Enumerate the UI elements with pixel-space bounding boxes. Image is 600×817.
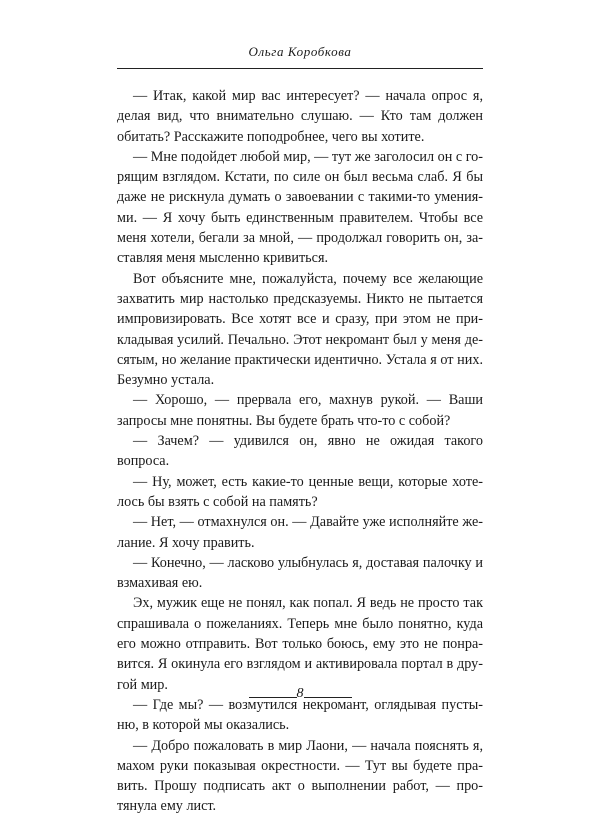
paragraph: Эх, мужик еще не понял, как попал. Я ведь не просто так спрашивала о пожеланиях. Теперь мне было понятно, куда его можно отправить. Вот только боюсь, ему это не понравится. Я окинула его взглядом и активировала портал в другой мир. [117,595,483,693]
running-head-author: Ольга Коробкова [248,44,352,59]
page-footer [117,686,483,706]
paragraph: — Ну, может, есть какие-то ценные вещи, которые хотелось бы взять с собой на память? [117,473,483,510]
paragraph: — Итак, какой мир вас интересует? — начала опрос я, делая вид, что внимательно слушаю. — Кто там должен обитать? Расскажите поподробнее, чего вы хотите. [117,88,483,145]
paragraph: — Нет, — отмахнулся он. — Давайте уже исполняйте желание. Я хочу править. [117,514,483,551]
paragraph: — Мне подойдет любой мир, — тут же заголосил он с горящим взглядом. Кстати, по силе он был весьма слаб. Я бы даже не рискнула думать о завоевании с такими-то умениями. — Я хочу быть единственным правителем. Чтобы все меня хотели, бегали за мной, — продолжал говорить он, заставляя меня мысленно кривиться. [117,148,483,267]
header-rule [117,68,483,69]
footer-rule-right [304,697,352,698]
paragraph: — Конечно, — ласково улыбнулась я, доставая палочку и взмахивая ею. [117,554,483,592]
paragraph: — Добро пожаловать в мир Лаони, — начала пояснять я, махом руки показывая окрестности. — Тут вы будете править. Прошу подписать акт о выполнении работ, — протянула ему лист. [117,737,483,815]
paragraph: — Хорошо, — прервала его, махнув рукой. — Ваши запросы мне понятны. Вы будете брать что-то с собой? [117,392,483,429]
paragraph: — Где мы? — возмутился некромант, оглядывая пустыню, в которой мы оказались. [117,696,483,734]
paragraph: Вот объясните мне, пожалуйста, почему все желающие захватить мир настолько предсказуемы. Никто не пытается импровизировать. Все хотят все и сразу, при этом не прикладывая усилий. Печально. Этот некромант был у меня десятым, но желание практически идентично. Устала я от них. Безумно устала. [117,270,483,389]
body-text [117,86,483,817]
paragraph: — Зачем? — удивился он, явно не ожидая такого вопроса. [117,433,483,470]
page-number: 8 [296,686,304,701]
